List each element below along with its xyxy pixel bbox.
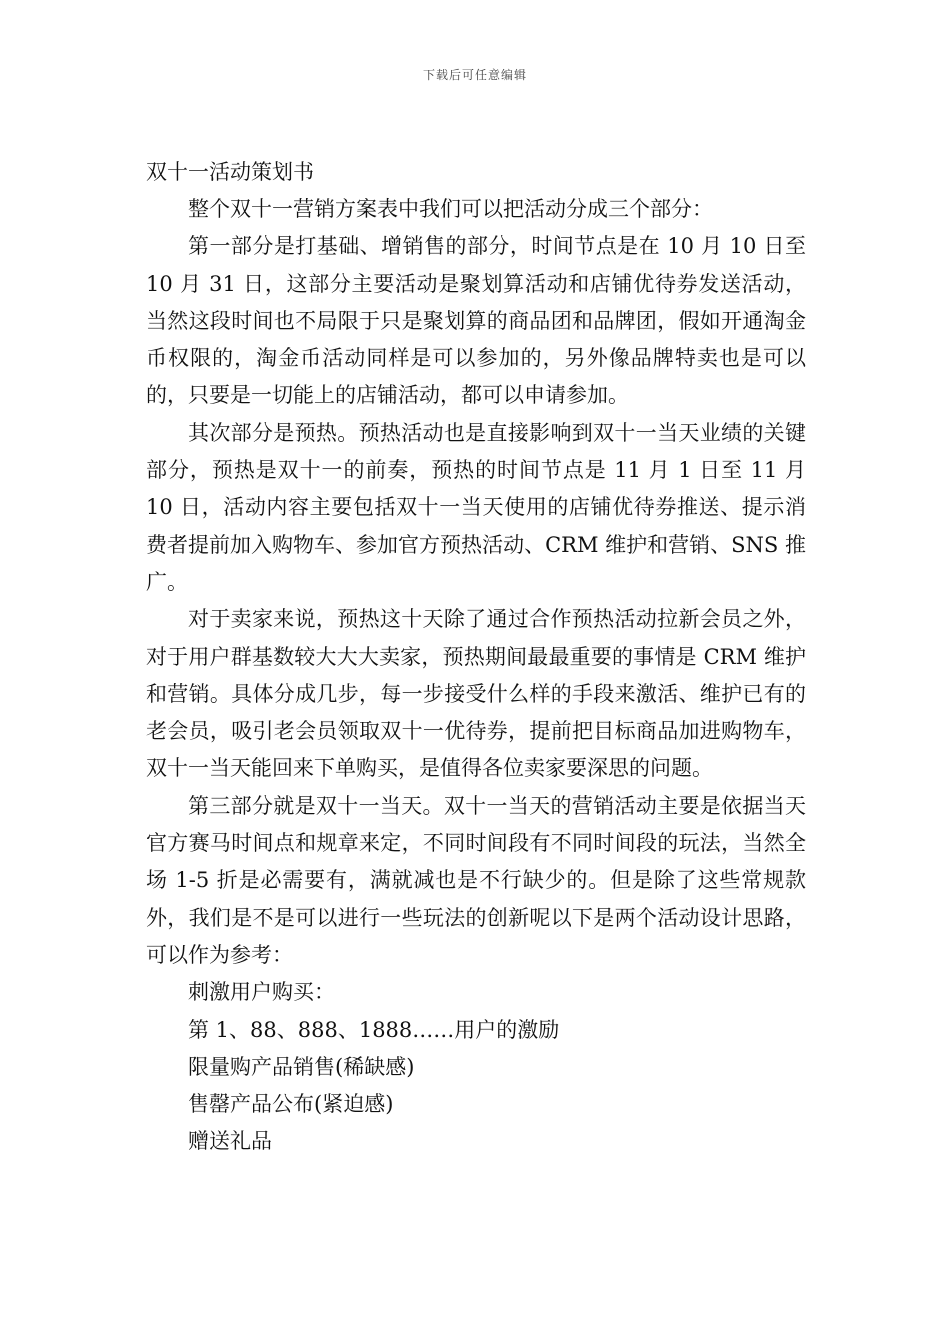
list-item: 售罄产品公布(紧迫感) — [188, 1092, 394, 1117]
paragraph-part-two: 其次部分是预热。预热活动也是直接影响到双十一当天业绩的关键部分，预热是双十一的前奏，预热的时间节点是 11 月 1 日至 11 月 10 日，活动内容主要包括双十一当天使用的店铺优待券推送、提示消费者提前加入购物车、参加官方预热活动、CRM 维护和营销、SNS 推广。 — [146, 420, 806, 594]
paragraph-part-three: 第三部分就是双十一当天。双十一当天的营销活动主要是依据当天官方赛马时间点和规章来定，不同时间段有不同时间段的玩法，当然全场 1-5 折是必需要有，满就减也是不行缺少的。但是除了这些常规款外，我们是不是可以进行一些玩法的创新呢以下是两个活动设计思路，可以作为参考： — [146, 793, 806, 967]
paragraph-part-one: 第一部分是打基础、增销售的部分，时间节点是在 10 月 10 日至 10 月 31 日，这部分主要活动是聚划算活动和店铺优待券发送活动，当然这段时间也不局限于只是聚划算的商品团和品牌团，假如开通淘金币权限的，淘金币活动同样是可以参加的，另外像品牌特卖也是可以的，只要是一切能上的店铺活动，都可以申请参加。 — [146, 234, 806, 408]
list-item: 限量购产品销售(稀缺感) — [188, 1054, 415, 1079]
list-item: 赠送礼品 — [188, 1129, 272, 1154]
page-header-note: 下载后可任意编辑 — [422, 68, 527, 82]
document-title: 双十一活动策划书 — [146, 160, 314, 184]
list-item: 第 1、88、888、1888……用户的激励 — [188, 1017, 560, 1042]
paragraph-seller-crm: 对于卖家来说，预热这十天除了通过合作预热活动拉新会员之外，对于用户群基数较大大大卖家，预热期间最最重要的事情是 CRM 维护和营销。具体分成几步，每一步接受什么样的手段来激活、维护已有的老会员，吸引老会员领取双十一优待券，提前把目标商品加进购物车，双十一当天能回来下单购买，是值得各位卖家要深思的问题。 — [146, 607, 806, 781]
paragraph-intro: 整个双十一营销方案表中我们可以把活动分成三个部分： — [188, 197, 713, 221]
list-item: 刺激用户购买： — [188, 980, 335, 1005]
document-body — [146, 191, 806, 1161]
